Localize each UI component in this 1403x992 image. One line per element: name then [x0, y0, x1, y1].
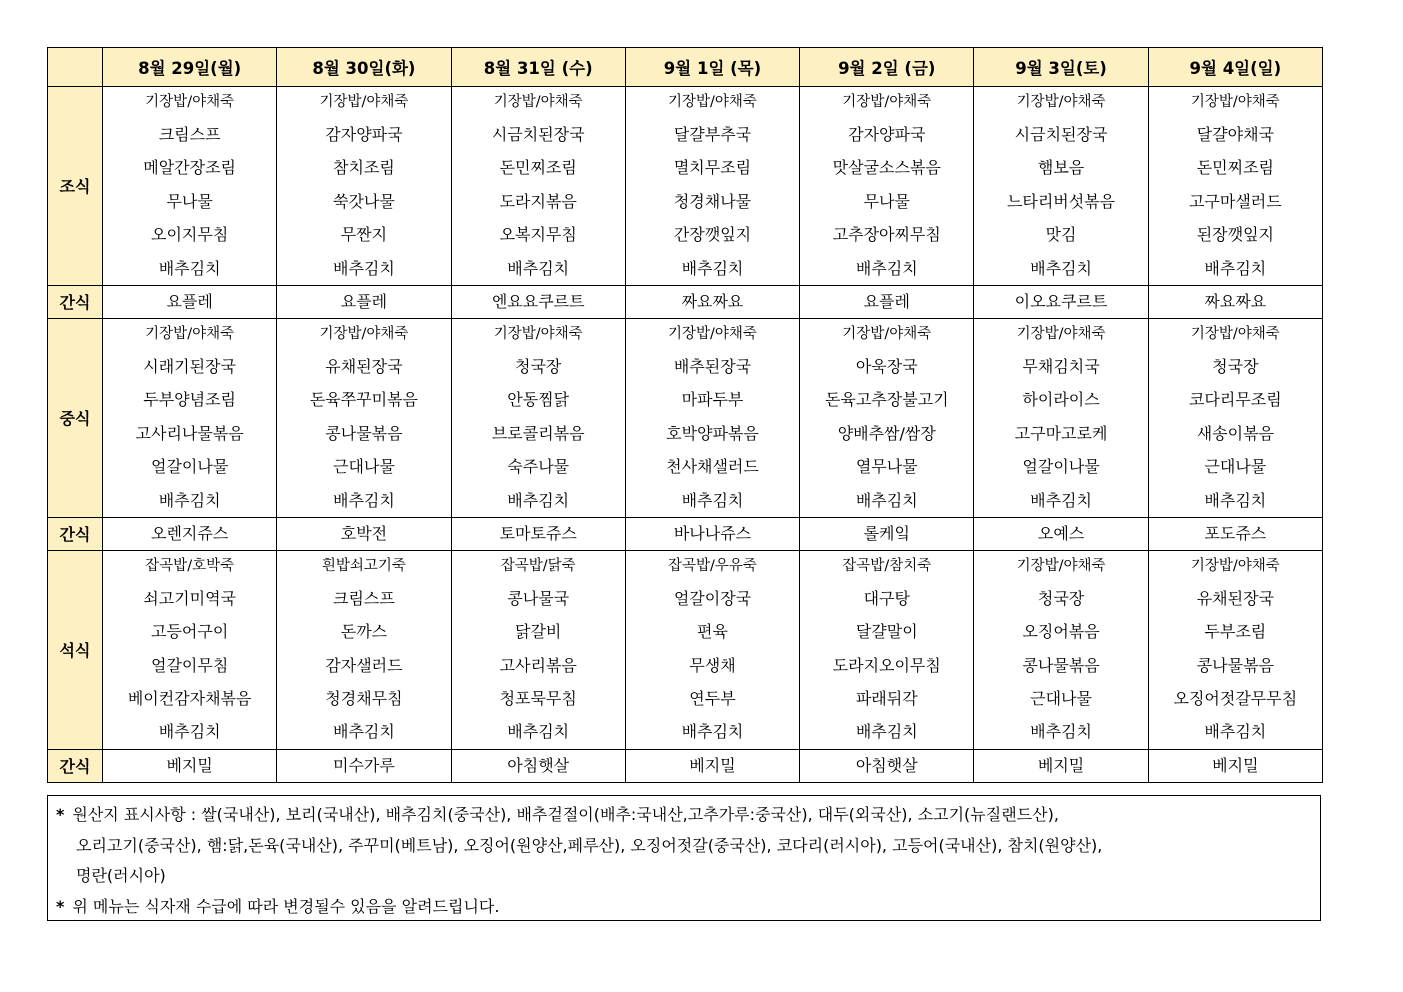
menu-item: 기장밥/야채죽: [668, 325, 757, 342]
header-row: [48, 48, 1323, 87]
row-label: 조식: [48, 87, 103, 286]
menu-cell: [103, 517, 277, 550]
menu-cell: [103, 550, 277, 749]
menu-body: [48, 87, 1323, 783]
menu-item: 대구탕: [863, 588, 910, 608]
menu-item: 기장밥/야채죽: [319, 325, 409, 342]
menu-item: 얼갈이나물: [151, 457, 229, 477]
menu-item: 도라지오이무침: [832, 655, 941, 675]
menu-cell: [625, 550, 799, 749]
menu-cell: [277, 285, 451, 318]
snack-item: 요플레: [166, 291, 213, 311]
menu-item: 오징어볶음: [1022, 622, 1100, 642]
menu-item: 크림스프: [158, 125, 221, 144]
menu-item: 잡곡밥/참치죽: [842, 557, 932, 574]
menu-item: 멸치무조림: [673, 158, 752, 178]
snack-row: [48, 749, 1323, 782]
menu-item: 감자양파국: [848, 125, 926, 144]
menu-item: 청포묵무침: [499, 689, 577, 709]
menu-item: 기장밥/야채죽: [842, 94, 932, 110]
menu-item: 맛살굴소스볶음: [832, 158, 941, 178]
menu-item: 배추김치: [1030, 258, 1092, 278]
bullet: *: [56, 805, 65, 824]
origin-text: 원산지 표시사항 : 쌀(국내산), 보리(국내산), 배추김치(중국산), 배추겉절이(배추:국내산,고추가루:중국산), 대두(외국산), 소고기(뉴질랜드산),: [72, 805, 1059, 824]
menu-item: 맛김: [1045, 225, 1077, 245]
menu-item: 배추김치: [507, 722, 570, 742]
snack-row: [48, 285, 1323, 318]
menu-item: 잡곡밥/닭죽: [500, 557, 576, 574]
menu-item: 호박양파볶음: [666, 423, 759, 443]
menu-item: 숙주나물: [507, 457, 570, 477]
menu-item: 열무나물: [855, 457, 918, 477]
menu-item: 기장밥/야채죽: [493, 94, 583, 110]
menu-item: 기장밥/야채죽: [1190, 94, 1280, 110]
menu-item: 메알간장조림: [143, 158, 237, 178]
origin-text: 오리고기(중국산), 햄:닭,돈육(국내산), 주꾸미(베트남), 오징어(원양산,페루산), 오징어젓갈(중국산), 코다리(러시아), 고등어(국내산), 참치(원양산),: [76, 835, 1103, 855]
row-label: 간식: [48, 285, 103, 318]
snack-item: 호박전: [340, 523, 388, 543]
menu-cell: [1148, 550, 1322, 749]
row-label: 간식: [48, 749, 103, 782]
snack-item: 요플레: [340, 291, 388, 311]
menu-item: 시금치된장국: [1014, 125, 1108, 144]
menu-cell: [277, 749, 451, 782]
snack-item: 토마토쥬스: [499, 523, 577, 543]
menu-cell: [1148, 749, 1322, 782]
menu-item: 배추김치: [855, 722, 918, 742]
origin-text: 명란(러시아): [76, 866, 166, 885]
menu-item: 배추김치: [1204, 258, 1267, 278]
snack-item: 롤케잌: [863, 523, 910, 543]
menu-item: 베이컨감자채볶음: [127, 689, 252, 709]
menu-item: 시래기된장국: [143, 356, 237, 376]
menu-item: 기장밥/야채죽: [145, 325, 235, 342]
menu-cell: [625, 749, 799, 782]
menu-item: 기장밥/야채죽: [493, 325, 583, 342]
menu-item: 배추김치: [507, 258, 570, 278]
notes-line: [56, 800, 1320, 831]
notes-line: [56, 831, 1320, 862]
menu-item: 달걀부추국: [673, 125, 752, 144]
menu-item: 잡곡밥/우유죽: [668, 557, 757, 574]
day-header: 9월 2일 (금): [800, 48, 974, 87]
menu-item: 돈민찌조림: [1196, 158, 1274, 178]
menu-cell: [451, 517, 625, 550]
day-header: 8월 29일(월): [103, 48, 277, 87]
menu-cell: [277, 87, 451, 286]
menu-item: 고구마고로케: [1014, 423, 1108, 443]
menu-cell: [451, 318, 625, 517]
snack-item: 바나나쥬스: [673, 523, 752, 543]
snack-item: 이오요쿠르트: [1014, 291, 1108, 311]
menu-cell: [800, 550, 974, 749]
menu-item: 느타리버섯볶음: [1006, 191, 1116, 211]
menu-item: 감자양파국: [325, 125, 403, 144]
menu-item: 배추김치: [1204, 722, 1267, 742]
menu-cell: [974, 318, 1148, 517]
menu-item: 된장깻잎지: [1196, 225, 1274, 245]
snack-item: 오예스: [1037, 523, 1085, 543]
menu-item: 아욱장국: [855, 356, 918, 376]
menu-item: 두부양념조림: [143, 390, 237, 410]
meal-row: [48, 318, 1323, 517]
menu-item: 두부조림: [1204, 622, 1267, 642]
menu-item: 하이라이스: [1022, 390, 1100, 410]
menu-item: 브로콜리볶음: [491, 423, 585, 443]
menu-item: 시금치된장국: [491, 125, 585, 144]
menu-item: 배추된장국: [673, 356, 752, 376]
snack-item: 오렌지쥬스: [151, 523, 229, 543]
menu-item: 천사채샐러드: [666, 457, 759, 477]
menu-cell: [625, 517, 799, 550]
notes-box: [47, 795, 1321, 921]
menu-cell: [800, 318, 974, 517]
menu-item: 콩나물볶음: [1196, 655, 1274, 675]
menu-item: 파래뒤각: [855, 689, 918, 709]
menu-item: 간장깻잎지: [673, 225, 752, 245]
menu-item: 연두부: [689, 689, 736, 709]
menu-cell: [625, 285, 799, 318]
menu-item: 근대나물: [1030, 689, 1092, 709]
menu-item: 기장밥/야채죽: [1190, 325, 1280, 342]
menu-item: 달걀야채국: [1196, 125, 1274, 144]
menu-cell: [451, 285, 625, 318]
menu-item: 돈까스: [340, 622, 388, 642]
menu-item: 고사리볶음: [499, 655, 577, 675]
menu-item: 배추김치: [158, 490, 221, 510]
change-notice: 위 메뉴는 식자재 수급에 따라 변경될수 있음을 알려드립니다.: [72, 896, 500, 916]
menu-cell: [1148, 87, 1322, 286]
bullet: *: [56, 896, 65, 916]
menu-item: 기장밥/야채죽: [1190, 557, 1280, 574]
menu-item: 배추김치: [1204, 490, 1267, 510]
menu-item: 흰밥쇠고기죽: [321, 557, 406, 574]
menu-cell: [974, 749, 1148, 782]
menu-item: 콩나물볶음: [325, 423, 403, 443]
menu-item: 얼갈이나물: [1022, 457, 1100, 477]
notes-line: [56, 892, 1320, 923]
menu-cell: [1148, 285, 1322, 318]
menu-table: [47, 47, 1323, 783]
menu-item: 배추김치: [681, 490, 744, 510]
snack-item: 포도쥬스: [1204, 523, 1267, 543]
snack-item: 베지밀: [1212, 755, 1259, 775]
menu-cell: [277, 517, 451, 550]
menu-item: 고등어구이: [151, 622, 229, 642]
menu-cell: [625, 87, 799, 286]
menu-item: 햄보음: [1037, 158, 1085, 178]
row-label: 석식: [48, 550, 103, 749]
menu-item: 청경채나물: [673, 191, 752, 211]
menu-cell: [277, 318, 451, 517]
snack-item: 짜요짜요: [681, 291, 744, 311]
menu-cell: [800, 285, 974, 318]
menu-item: 쇠고기미역국: [143, 588, 237, 608]
snack-item: 요플레: [863, 291, 910, 311]
menu-item: 배추김치: [333, 722, 395, 742]
corner-cell: [48, 48, 103, 87]
menu-cell: [974, 517, 1148, 550]
menu-item: 고구마샐러드: [1188, 191, 1282, 211]
menu-item: 배추김치: [855, 490, 918, 510]
menu-item: 고추장아찌무침: [832, 225, 941, 245]
menu-item: 양배추쌈/쌈장: [837, 423, 936, 443]
snack-item: 짜요짜요: [1204, 291, 1267, 311]
meal-row: [48, 87, 1323, 286]
menu-item: 감자샐러드: [325, 655, 403, 675]
menu-item: 오복지무침: [499, 225, 577, 245]
snack-item: 아침햇살: [507, 755, 570, 775]
menu-item: 배추김치: [855, 258, 918, 278]
menu-item: 무짠지: [340, 225, 388, 245]
menu-cell: [1148, 318, 1322, 517]
menu-item: 기장밥/야채죽: [1016, 557, 1106, 574]
menu-cell: [103, 285, 277, 318]
menu-item: 기장밥/야채죽: [842, 325, 932, 342]
snack-item: 베지밀: [1037, 755, 1085, 775]
day-header: 9월 1일 (목): [625, 48, 799, 87]
menu-item: 돈민찌조림: [499, 158, 577, 178]
menu-item: 배추김치: [1030, 722, 1092, 742]
notes-line: [56, 861, 1320, 892]
menu-cell: [974, 550, 1148, 749]
row-label: 중식: [48, 318, 103, 517]
snack-row: [48, 517, 1323, 550]
snack-item: 베지밀: [166, 755, 213, 775]
menu-cell: [625, 318, 799, 517]
menu-item: 청경채무침: [325, 689, 403, 709]
menu-item: 무나물: [863, 191, 910, 211]
menu-cell: [103, 749, 277, 782]
menu-item: 달걀말이: [855, 622, 918, 642]
menu-item: 기장밥/야채죽: [145, 94, 235, 110]
menu-cell: [103, 87, 277, 286]
menu-cell: [800, 749, 974, 782]
menu-item: 고사리나물볶음: [135, 423, 244, 443]
menu-item: 크림스프: [333, 588, 395, 608]
day-header: 9월 3일(토): [974, 48, 1148, 87]
snack-item: 미수가루: [333, 755, 395, 775]
menu-item: 청국장: [515, 356, 562, 376]
menu-item: 배추김치: [681, 722, 744, 742]
menu-cell: [451, 749, 625, 782]
menu-item: 편육: [697, 622, 728, 642]
menu-cell: [451, 550, 625, 749]
menu-item: 참치조림: [333, 158, 395, 178]
menu-item: 코다리무조림: [1188, 390, 1282, 410]
menu-item: 청국장: [1037, 588, 1085, 608]
menu-cell: [1148, 517, 1322, 550]
menu-item: 새송이볶음: [1196, 423, 1274, 443]
menu-cell: [800, 517, 974, 550]
menu-item: 무나물: [166, 191, 213, 211]
menu-item: 기장밥/야채죽: [1016, 94, 1106, 110]
menu-cell: [451, 87, 625, 286]
menu-item: 오징어젓갈무무침: [1173, 689, 1298, 709]
day-header: 8월 31일 (수): [451, 48, 625, 87]
row-label: 간식: [48, 517, 103, 550]
menu-item: 배추김치: [1030, 490, 1092, 510]
menu-item: 닭갈비: [515, 622, 562, 642]
menu-item: 기장밥/야채죽: [1016, 325, 1106, 342]
menu-cell: [974, 285, 1148, 318]
menu-item: 콩나물국: [507, 588, 570, 608]
menu-cell: [800, 87, 974, 286]
menu-item: 유채된장국: [325, 356, 403, 376]
menu-item: 배추김치: [507, 490, 570, 510]
menu-item: 얼갈이무침: [151, 655, 229, 675]
menu-item: 근대나물: [333, 457, 395, 477]
day-header: 9월 4일(일): [1148, 48, 1322, 87]
menu-item: 무생채: [689, 655, 736, 675]
menu-item: 돈육고추장불고기: [824, 390, 949, 410]
menu-item: 콩나물볶음: [1022, 655, 1100, 675]
menu-cell: [974, 87, 1148, 286]
day-header: 8월 30일(화): [277, 48, 451, 87]
snack-item: 아침햇살: [855, 755, 918, 775]
menu-item: 배추김치: [681, 258, 744, 278]
meal-row: [48, 550, 1323, 749]
menu-item: 기장밥/야채죽: [668, 94, 757, 110]
snack-item: 엔요요쿠르트: [491, 291, 585, 311]
menu-item: 얼갈이장국: [673, 588, 752, 608]
menu-item: 안동찜닭: [507, 390, 570, 410]
menu-item: 도라지볶음: [499, 191, 577, 211]
menu-item: 무채김치국: [1022, 356, 1100, 376]
menu-item: 청국장: [1212, 356, 1259, 376]
menu-item: 쑥갓나물: [333, 191, 395, 211]
menu-cell: [277, 550, 451, 749]
menu-item: 근대나물: [1204, 457, 1267, 477]
menu-item: 배추김치: [333, 258, 395, 278]
snack-item: 베지밀: [689, 755, 736, 775]
menu-item: 잡곡밥/호박죽: [145, 557, 235, 574]
menu-cell: [103, 318, 277, 517]
menu-item: 돈육쭈꾸미볶음: [309, 390, 419, 410]
menu-item: 유채된장국: [1196, 588, 1274, 608]
menu-item: 배추김치: [158, 722, 221, 742]
menu-item: 배추김치: [158, 258, 221, 278]
menu-item: 기장밥/야채죽: [319, 94, 409, 110]
menu-item: 배추김치: [333, 490, 395, 510]
menu-item: 오이지무침: [151, 225, 229, 245]
menu-item: 마파두부: [681, 390, 744, 410]
